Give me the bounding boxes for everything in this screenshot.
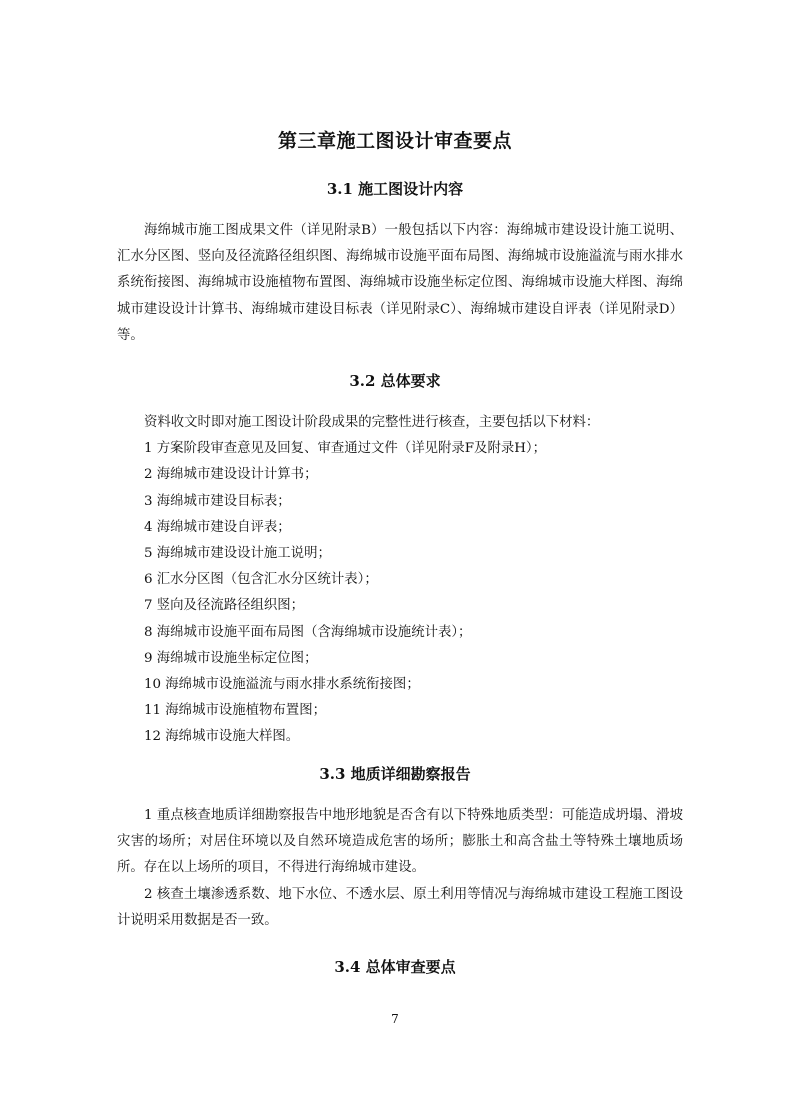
section-heading-3-1: 3.1 施工图设计内容: [326, 180, 464, 198]
paragraph: 海绵城市施工图成果文件（详见附录B）一般包括以下内容：海绵城市建设设计施工说明、汇水分区图、竖向及径流路径组织图、海绵城市设施平面布局图、海绵城市设施溢流与雨水排水系统衔接图、海绵城市设施植物布置图、海绵城市设施坐标定位图、海绵城市设施大样图、海绵城市建设设计计算书、海绵城市建设目标表（详见附录C）、海绵城市建设自评表（详见附录D）等。: [117, 223, 683, 343]
list-item: 7 竖向及径流路径组织图；: [144, 598, 305, 614]
list-item: 8 海绵城市设施平面布局图（含海绵城市设施统计表）；: [144, 624, 472, 640]
section-heading-3-4: 3.4 总体审查要点: [334, 958, 456, 976]
list-item: 9 海绵城市设施坐标定位图；: [144, 650, 318, 666]
list-item: 11 海绵城市设施植物布置图；: [144, 703, 326, 719]
section-3-3-body: [117, 803, 683, 934]
paragraph: 资料收文时即对施工图设计阶段成果的完整性进行核查，主要包括以下材料：: [144, 415, 600, 430]
paragraph: 1 重点核查地质详细勘察报告中地形地貌是否含有以下特殊地质类型：可能造成坍塌、滑坡灾害的场所；对居住环境以及自然环境造成危害的场所；膨胀土和高含盐土等特殊土壤地质场所。存在以上场所的项目，不得进行海绵城市建设。: [117, 808, 683, 876]
page-number: 7: [391, 1012, 399, 1026]
list-item: 1 方案阶段审查意见及回复、审查通过文件（详见附录F及附录H）；: [144, 441, 546, 457]
list-item: 6 汇水分区图（包含汇水分区统计表）；: [144, 572, 378, 588]
chapter-title: 第三章施工图设计审查要点: [277, 130, 512, 152]
list-item: 4 海绵城市建设自评表；: [144, 519, 291, 535]
list-item: 5 海绵城市建设设计施工说明；: [144, 546, 331, 562]
section-3-2-body: [117, 410, 683, 751]
list-item: 10 海绵城市设施溢流与雨水排水系统衔接图；: [144, 677, 420, 693]
list-item: 2 海绵城市建设设计计算书；: [144, 467, 318, 483]
section-heading-3-3: 3.3 地质详细勘察报告: [319, 765, 471, 783]
list-item: 12 海绵城市设施大样图。: [144, 729, 300, 745]
materials-list: [117, 436, 683, 750]
paragraph: 2 核查土壤渗透系数、地下水位、不透水层、原土利用等情况与海绵城市建设工程施工图设计说明采用数据是否一致。: [117, 886, 683, 928]
section-3-1-body: [117, 218, 683, 349]
list-item: 3 海绵城市建设目标表；: [144, 493, 291, 509]
section-heading-3-2: 3.2 总体要求: [349, 372, 441, 390]
